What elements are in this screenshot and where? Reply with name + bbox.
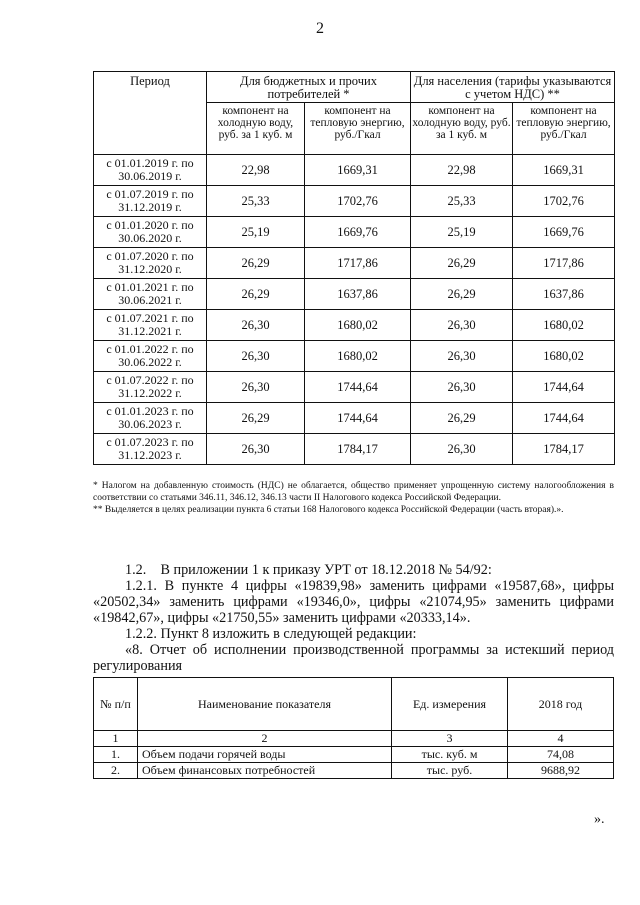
table-row — [94, 248, 615, 279]
period-cell: с 01.01.2023 г. по 30.06.2023 г. — [94, 403, 207, 434]
tariff-header-row — [94, 72, 615, 103]
col-number: 4 — [508, 731, 614, 747]
col-number: 1 — [94, 731, 138, 747]
population-heat-cell: 1680,02 — [513, 310, 615, 341]
budget-heat-cell: 1702,76 — [305, 186, 411, 217]
population-heat-energy-header: компонент на тепловую энергию, руб./Гкал — [513, 103, 615, 155]
budget-heat-cell: 1669,31 — [305, 155, 411, 186]
population-cold-cell: 26,29 — [411, 248, 513, 279]
table-row — [94, 341, 615, 372]
population-cold-cell: 25,19 — [411, 217, 513, 248]
population-cold-cell: 26,30 — [411, 341, 513, 372]
budget-heat-cell: 1744,64 — [305, 403, 411, 434]
budget-cold-cell: 26,29 — [207, 248, 305, 279]
budget-heat-cell: 1669,76 — [305, 217, 411, 248]
population-heat-cell: 1680,02 — [513, 341, 615, 372]
budget-cold-cell: 25,19 — [207, 217, 305, 248]
indicator-header: Наименование показателя — [138, 678, 392, 731]
col-number: 2 — [138, 731, 392, 747]
budget-heat-cell: 1717,86 — [305, 248, 411, 279]
population-group-header: Для населения (тарифы указываются с учетом НДС) ** — [411, 72, 615, 103]
tariff-table — [93, 71, 615, 465]
table-row — [94, 217, 615, 248]
population-cold-cell: 22,98 — [411, 155, 513, 186]
paragraph-8-heading: «8. Отчет об исполнении производственной программы за истекший период регулирования — [93, 642, 614, 674]
value-cell: 74,08 — [508, 747, 614, 763]
population-cold-cell: 26,29 — [411, 279, 513, 310]
table-row — [94, 186, 615, 217]
population-heat-cell: 1717,86 — [513, 248, 615, 279]
population-cold-water-header: компонент на холодную воду, руб. за 1 куб. м — [411, 103, 513, 155]
budget-cold-cell: 26,30 — [207, 310, 305, 341]
table-row — [94, 310, 615, 341]
indicator-name: Объем подачи горячей воды — [138, 747, 392, 763]
footnote-vat-allocated: ** Выделяется в целях реализации пункта 6 статьи 168 Налогового кодекса Российской Федерации (часть вторая).». — [93, 505, 564, 515]
population-heat-cell: 1744,64 — [513, 403, 615, 434]
budget-cold-cell: 26,30 — [207, 372, 305, 403]
table-row — [94, 403, 615, 434]
budget-heat-cell: 1784,17 — [305, 434, 411, 465]
population-cold-cell: 26,30 — [411, 310, 513, 341]
paragraph-1-2: 1.2. В приложении 1 к приказу УРТ от 18.12.2018 № 54/92: — [125, 562, 492, 578]
budget-cold-water-header: компонент на холодную воду, руб. за 1 куб. м — [207, 103, 305, 155]
table-row — [94, 279, 615, 310]
table-row — [94, 763, 614, 779]
value-cell: 9688,92 — [508, 763, 614, 779]
program-header-row — [94, 678, 614, 731]
paragraph-1-2-2: 1.2.2. Пункт 8 изложить в следующей редакции: — [125, 626, 417, 642]
population-heat-cell: 1702,76 — [513, 186, 615, 217]
population-heat-cell: 1784,17 — [513, 434, 615, 465]
budget-cold-cell: 26,29 — [207, 403, 305, 434]
population-cold-cell: 25,33 — [411, 186, 513, 217]
budget-heat-cell: 1637,86 — [305, 279, 411, 310]
budget-cold-cell: 25,33 — [207, 186, 305, 217]
page-number: 2 — [316, 20, 324, 37]
population-heat-cell: 1669,76 — [513, 217, 615, 248]
budget-cold-cell: 26,30 — [207, 434, 305, 465]
row-number: 2. — [94, 763, 138, 779]
unit-cell: тыс. куб. м — [392, 747, 508, 763]
table-row — [94, 434, 615, 465]
column-number-row — [94, 731, 614, 747]
budget-heat-energy-header: компонент на тепловую энергию, руб./Гкал — [305, 103, 411, 155]
period-cell: с 01.01.2020 г. по 30.06.2020 г. — [94, 217, 207, 248]
budget-heat-cell: 1680,02 — [305, 341, 411, 372]
table-row — [94, 372, 615, 403]
budget-cold-cell: 26,30 — [207, 341, 305, 372]
col-number: 3 — [392, 731, 508, 747]
period-cell: с 01.07.2019 г. по 31.12.2019 г. — [94, 186, 207, 217]
unit-cell: тыс. руб. — [392, 763, 508, 779]
paragraph-1-2-1: 1.2.1. В пункте 4 цифры «19839,98» заменить цифрами «19587,68», цифры «20502,34» заменить цифрами «19346,0», цифры «21074,95» заменить цифрами «19842,67», цифры «21750,55» заменить цифрами «20333,14». — [93, 578, 614, 626]
budget-cold-cell: 22,98 — [207, 155, 305, 186]
footnote-vat-exempt: * Налогом на добавленную стоимость (НДС) не облагается, общество применяет упрощенную систему налогообложения в соответствии со статьями 346.11, 346.12, 346.13 части II Налогового кодекса Российской Федерации. — [93, 481, 614, 503]
budget-heat-cell: 1680,02 — [305, 310, 411, 341]
num-header: № п/п — [94, 678, 138, 731]
budget-group-header: Для бюджетных и прочих потребителей * — [207, 72, 411, 103]
period-header: Период — [94, 72, 207, 155]
population-cold-cell: 26,29 — [411, 403, 513, 434]
unit-header: Ед. измерения — [392, 678, 508, 731]
population-heat-cell: 1744,64 — [513, 372, 615, 403]
population-cold-cell: 26,30 — [411, 434, 513, 465]
budget-heat-cell: 1744,64 — [305, 372, 411, 403]
year-header: 2018 год — [508, 678, 614, 731]
population-cold-cell: 26,30 — [411, 372, 513, 403]
amendment-text — [93, 562, 614, 674]
population-heat-cell: 1669,31 — [513, 155, 615, 186]
period-cell: с 01.07.2020 г. по 31.12.2020 г. — [94, 248, 207, 279]
table-row — [94, 155, 615, 186]
period-cell: с 01.07.2022 г. по 31.12.2022 г. — [94, 372, 207, 403]
budget-cold-cell: 26,29 — [207, 279, 305, 310]
period-cell: с 01.07.2021 г. по 31.12.2021 г. — [94, 310, 207, 341]
table-row — [94, 747, 614, 763]
production-program-table — [93, 677, 614, 779]
closing-quote-mark: ». — [594, 812, 605, 827]
population-heat-cell: 1637,86 — [513, 279, 615, 310]
period-cell: с 01.01.2021 г. по 30.06.2021 г. — [94, 279, 207, 310]
period-cell: с 01.07.2023 г. по 31.12.2023 г. — [94, 434, 207, 465]
row-number: 1. — [94, 747, 138, 763]
period-cell: с 01.01.2019 г. по 30.06.2019 г. — [94, 155, 207, 186]
footnotes — [93, 480, 614, 516]
period-cell: с 01.01.2022 г. по 30.06.2022 г. — [94, 341, 207, 372]
indicator-name: Объем финансовых потребностей — [138, 763, 392, 779]
